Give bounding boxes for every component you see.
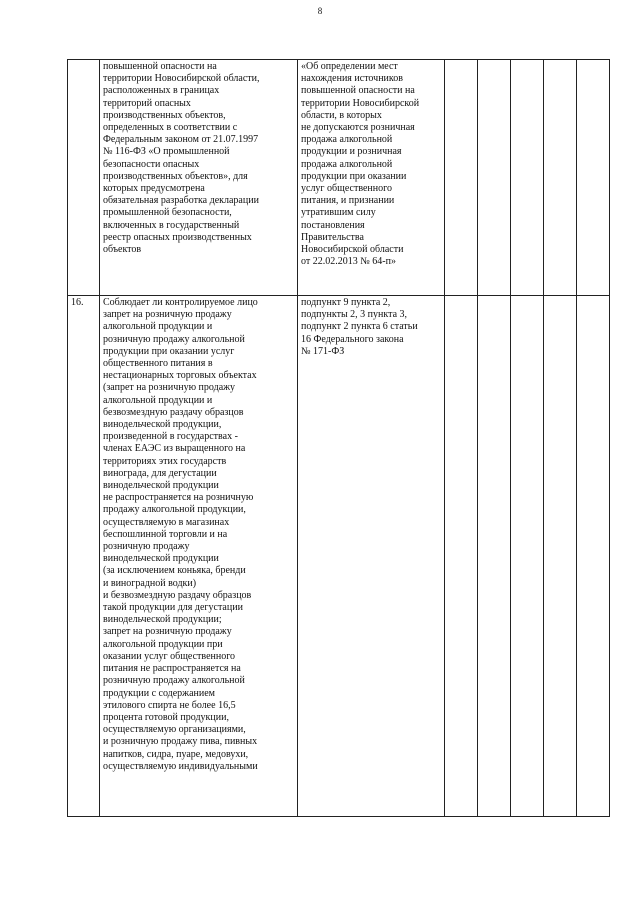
requirement-text: Соблюдает ли контролируемое лицо запрет на розничную продажу алкогольной продукции и розничную продажу алкогольной продукции при оказании услуг общественного питания в нестационарных торговых объектах (запрет на розничную продажу алкогольной продукции и безвозмездную раздачу образцов винодельческой продукции, произведенной в государствах - членах ЕАЭС из выращенного на территориях этих государств винограда, для дегустации винодельческой продукции не распространяется на розничную продажу алкогольной продукции, осуществляемую в магазинах беспошлинной торговли и на розничную продажу винодельческой продукции (за исключением коньяка, бренди и виноградной водки) и безвозмездную раздачу образцов такой продукции для дегустации винодельческой продукции; запрет на розничную продажу алкогольной продукции при оказании услуг общественного питания не распространяется на розничную продажу алкогольной продукции с содержанием этилового спирта не более 16,5 процента готовой продукции, осуществляемую организациями, и розничную продажу пива, пивных напитков, сидра, пуаре, медовухи, осуществляемую индивидуальными <box>100 296 298 817</box>
answer-cell <box>511 296 544 817</box>
answer-cell <box>478 60 511 296</box>
answer-cell <box>445 60 478 296</box>
answer-cell <box>478 296 511 817</box>
answer-cell <box>577 296 610 817</box>
legal-reference-text: «Об определении мест нахождения источников повышенной опасности на территории Новосибирской области, в которых не допускаются розничная продажа алкогольной продукции и розничная продажа алкогольной продукции при оказании услуг общественного питания, и признании утратившим силу постановления Правительства Новосибирской области от 22.02.2013 № 64-п» <box>298 60 445 296</box>
row-number <box>68 60 100 296</box>
checklist-table <box>67 59 610 817</box>
page-number: 8 <box>317 6 323 16</box>
table-row <box>68 60 610 296</box>
requirement-text: повышенной опасности на территории Новосибирской области, расположенных в границах территорий опасных производственных объектов, определенных в соответствии с Федеральным законом от 21.07.1997 № 116-ФЗ «О промышленной безопасности опасных производственных объектов», для которых предусмотрена обязательная разработка декларации промышленной безопасности, включенных в государственный реестр опасных производственных объектов <box>100 60 298 296</box>
answer-cell <box>544 60 577 296</box>
answer-cell <box>577 60 610 296</box>
legal-reference-text: подпункт 9 пункта 2, подпункты 2, 3 пункта 3, подпункт 2 пункта 6 статьи 16 Федерального закона № 171-ФЗ <box>298 296 445 817</box>
answer-cell <box>544 296 577 817</box>
answer-cell <box>445 296 478 817</box>
table-row <box>68 296 610 817</box>
answer-cell <box>511 60 544 296</box>
row-number: 16. <box>68 296 100 817</box>
